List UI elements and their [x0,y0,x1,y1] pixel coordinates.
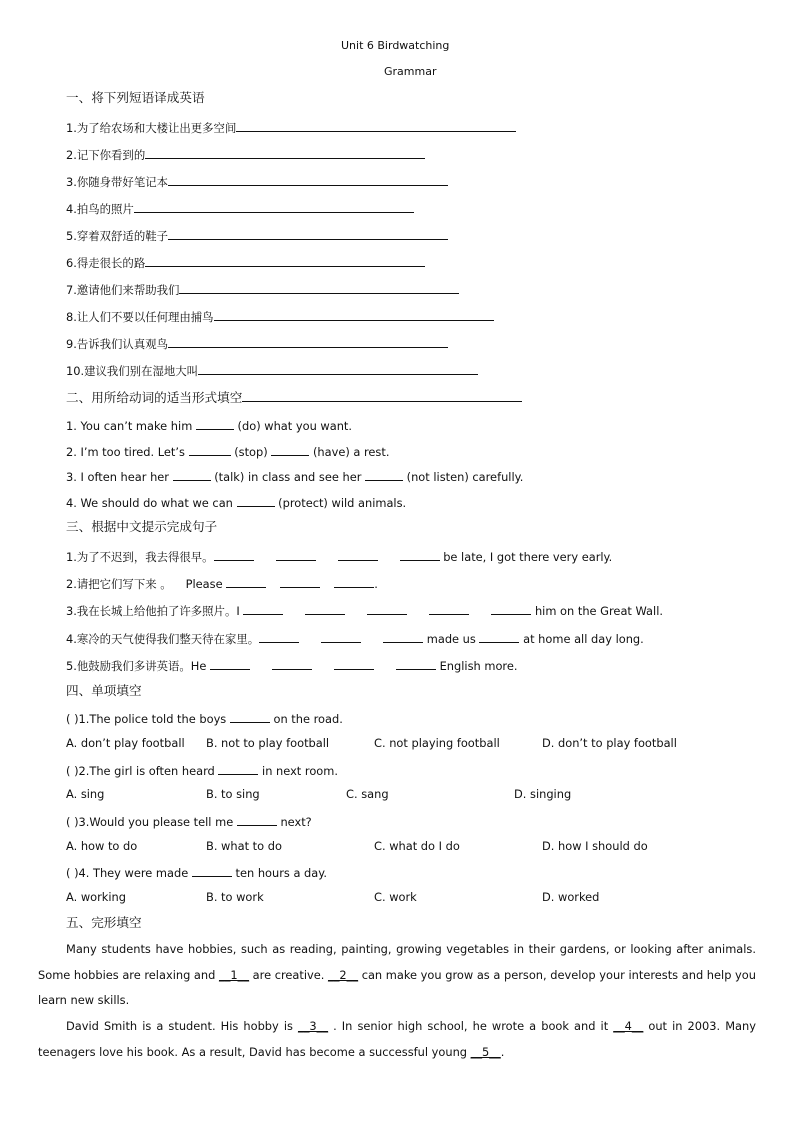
answer-blank[interactable] [367,602,407,615]
answer-blank[interactable] [192,864,232,877]
section1-heading: 一、将下列短语译成英语 [66,90,205,105]
answer-blank[interactable] [280,575,320,588]
s3-q3-text-a: 3.我在长城上给他拍了许多照片。I [66,604,240,618]
s3-q3-text-b: him on the Great Wall. [534,604,663,618]
answer-blank[interactable] [226,575,266,588]
section5-heading: 五、完形填空 [66,915,142,930]
s4-q4-stem [66,864,327,880]
s4-q2-option-a[interactable]: A. sing [66,787,105,801]
s4-q1-stem-b: on the road. [273,712,343,726]
s4-q3-stem-b: next? [280,815,312,829]
answer-blank[interactable] [210,657,250,670]
s1-item-2 [66,146,425,162]
s1-item-1-text: 1.为了给农场和大楼让出更多空间 [66,121,237,135]
answer-blank[interactable] [198,362,478,375]
s4-q4-option-a[interactable]: A. working [66,890,127,904]
s2-q4-text-a: 4. We should do what we can [66,496,233,510]
s4-q4-option-d[interactable]: D. worked [542,890,600,904]
s4-q2-option-c[interactable]: C. sang [346,787,389,801]
answer-blank[interactable] [145,146,425,159]
answer-blank[interactable] [168,227,448,240]
answer-blank[interactable] [196,417,234,430]
answer-blank[interactable] [134,200,414,213]
s4-q1-option-d[interactable]: D. don’t to play football [542,736,677,750]
p1-text-d: can make you grow as a person, develop your interests and help you learn new skills. [38,967,756,1007]
section4-heading: 四、单项填空 [66,683,142,698]
s4-q3-stem [66,813,312,829]
s3-q4-text-b: made us [426,632,476,646]
s3-q1-text-a: 1.为了不迟到，我去得很早。 [66,550,214,564]
s2-q4-text-b: (protect) wild animals. [278,496,407,510]
s4-q4-option-c[interactable]: C. work [374,890,417,904]
s3-q2 [66,575,378,591]
answer-blank[interactable] [321,630,361,643]
section2-heading [66,389,522,405]
answer-blank[interactable] [168,335,448,348]
answer-blank[interactable] [145,254,425,267]
answer-blank[interactable] [218,762,258,775]
s1-item-5 [66,227,448,243]
p1-text-a: Many students have hobbies, such as reading, painting, growing vegetables in their gardens, or looking after animals. Some hobbies are relaxing and [38,942,756,982]
answer-blank[interactable] [429,602,469,615]
answer-blank[interactable] [214,308,494,321]
s1-item-8 [66,308,494,324]
s3-q1-text-b: be late, I got there very early. [443,550,613,564]
s1-item-6 [66,254,425,270]
answer-blank[interactable] [230,710,270,723]
s1-item-3 [66,173,448,189]
s3-q1 [66,548,612,564]
s2-q3-text-c: (not listen) carefully. [406,470,524,484]
s1-item-10 [66,362,478,378]
s4-q1-option-c[interactable]: C. not playing football [374,736,500,750]
answer-blank[interactable] [189,443,231,456]
cloze-blank-1[interactable]: __1__ [219,967,250,982]
s3-q5 [66,657,518,673]
heading-line [242,389,522,402]
section3-heading: 三、根据中文提示完成句子 [66,519,218,534]
s1-item-7 [66,281,459,297]
s3-q5-text-a: 5.他鼓励我们多讲英语。He [66,659,207,673]
s4-q1-stem-a: ( )1.The police told the boys [66,712,227,726]
cloze-blank-3[interactable]: __3__ [298,1019,329,1033]
s4-q2-stem-b: in next room. [262,764,338,778]
p2-text-d: out in 2003. Many teenagers love his book. As a result, David has become a successful young [38,1019,756,1059]
cloze-blank-5[interactable]: __5__ [470,1044,501,1059]
s1-item-10-text: 10.建议我们别在湿地大叫 [66,364,199,378]
p2-text-e: . [500,1044,505,1059]
s1-item-1 [66,119,516,135]
page-subtitle: Grammar [384,65,437,78]
answer-blank[interactable] [334,657,374,670]
answer-blank[interactable] [276,548,316,561]
s4-q3-option-a[interactable]: A. how to do [66,839,138,853]
s2-q2 [66,443,389,459]
answer-blank[interactable] [237,813,277,826]
p2-text-a: David Smith is a student. His hobby is [66,1019,299,1033]
s4-q1-stem [66,710,343,726]
answer-blank[interactable] [236,119,516,132]
s3-q2-text-c: . [374,577,378,591]
answer-blank[interactable] [338,548,378,561]
s2-q3-text-b: (talk) in class and see her [214,470,362,484]
answer-blank[interactable] [179,281,459,294]
s4-q4-stem-a: ( )4. They were made [66,866,189,880]
s1-item-3-text: 3.你随身带好笔记本 [66,175,168,189]
answer-blank[interactable] [400,548,440,561]
s1-item-6-text: 6.得走很长的路 [66,256,146,270]
cloze-paragraph-1 [38,937,756,1014]
answer-blank[interactable] [243,602,283,615]
s4-q2-option-b[interactable]: B. to sing [206,787,260,801]
s4-q4-stem-b: ten hours a day. [235,866,328,880]
s3-q5-text-b: English more. [439,659,518,673]
s2-q1-text-b: (do) what you want. [237,419,353,433]
answer-blank[interactable] [305,602,345,615]
s3-q2-text-a: 2.请把它们写下来 。 [66,577,172,591]
s1-item-2-text: 2.记下你看到的 [66,148,146,162]
answer-blank[interactable] [396,657,436,670]
s1-item-9-text: 9.告诉我们认真观鸟 [66,337,168,351]
s1-item-4 [66,200,414,216]
answer-blank[interactable] [259,630,299,643]
s4-q2-option-d[interactable]: D. singing [514,787,572,801]
s4-q1-option-a[interactable]: A. don’t play football [66,736,185,750]
s3-q3 [66,602,663,618]
s4-q4-option-b[interactable]: B. to work [206,890,264,904]
s3-q4-text-c: at home all day long. [523,632,644,646]
p1-text-c: are creative. [249,967,329,982]
answer-blank[interactable] [491,602,531,615]
s3-q4 [66,630,644,646]
s1-item-5-text: 5.穿着双舒适的鞋子 [66,229,168,243]
s4-q2-stem-a: ( )2.The girl is often heard [66,764,215,778]
s2-q1-text-a: 1. You can’t make him [66,419,193,433]
s2-q2-text-c: (have) a rest. [312,445,390,459]
section2-heading-text: 二、用所给动词的适当形式填空 [66,390,243,405]
s2-q4 [66,494,406,510]
answer-blank[interactable] [383,630,423,643]
page-title: Unit 6 Birdwatching [341,39,450,52]
answer-blank[interactable] [365,468,403,481]
cloze-paragraph-2 [38,1014,756,1065]
s4-q3-option-d[interactable]: D. how I should do [542,839,648,853]
s1-item-9 [66,335,448,351]
answer-blank[interactable] [479,630,519,643]
s2-q2-text-b: (stop) [234,445,268,459]
s4-q3-stem-a: ( )3.Would you please tell me [66,815,234,829]
answer-blank[interactable] [334,575,374,588]
answer-blank[interactable] [214,548,254,561]
answer-blank[interactable] [237,494,275,507]
s2-q1 [66,417,352,433]
p2-text-c: . In senior high school, he wrote a book and it [328,1019,614,1033]
answer-blank[interactable] [173,468,211,481]
s3-q4-text-a: 4.寒冷的天气使得我们整天待在家里。 [66,632,260,646]
s4-q2-stem [66,762,338,778]
s4-q3-option-c[interactable]: C. what do I do [374,839,460,853]
answer-blank[interactable] [168,173,448,186]
s4-q1-option-b[interactable]: B. not to play football [206,736,330,750]
s4-q3-option-b[interactable]: B. what to do [206,839,282,853]
s1-item-4-text: 4.拍鸟的照片 [66,202,134,216]
s2-q3-text-a: 3. I often hear her [66,470,169,484]
s1-item-8-text: 8.让人们不要以任何理由捕鸟 [66,310,214,324]
answer-blank[interactable] [271,443,309,456]
cloze-blank-2[interactable]: __2__ [328,967,359,982]
answer-blank[interactable] [272,657,312,670]
s2-q2-text-a: 2. I’m too tired. Let’s [66,445,185,459]
s1-item-7-text: 7.邀请他们来帮助我们 [66,283,180,297]
cloze-blank-4[interactable]: __4__ [613,1019,644,1033]
s2-q3 [66,468,523,484]
s3-q2-text-b: Please [185,577,223,591]
